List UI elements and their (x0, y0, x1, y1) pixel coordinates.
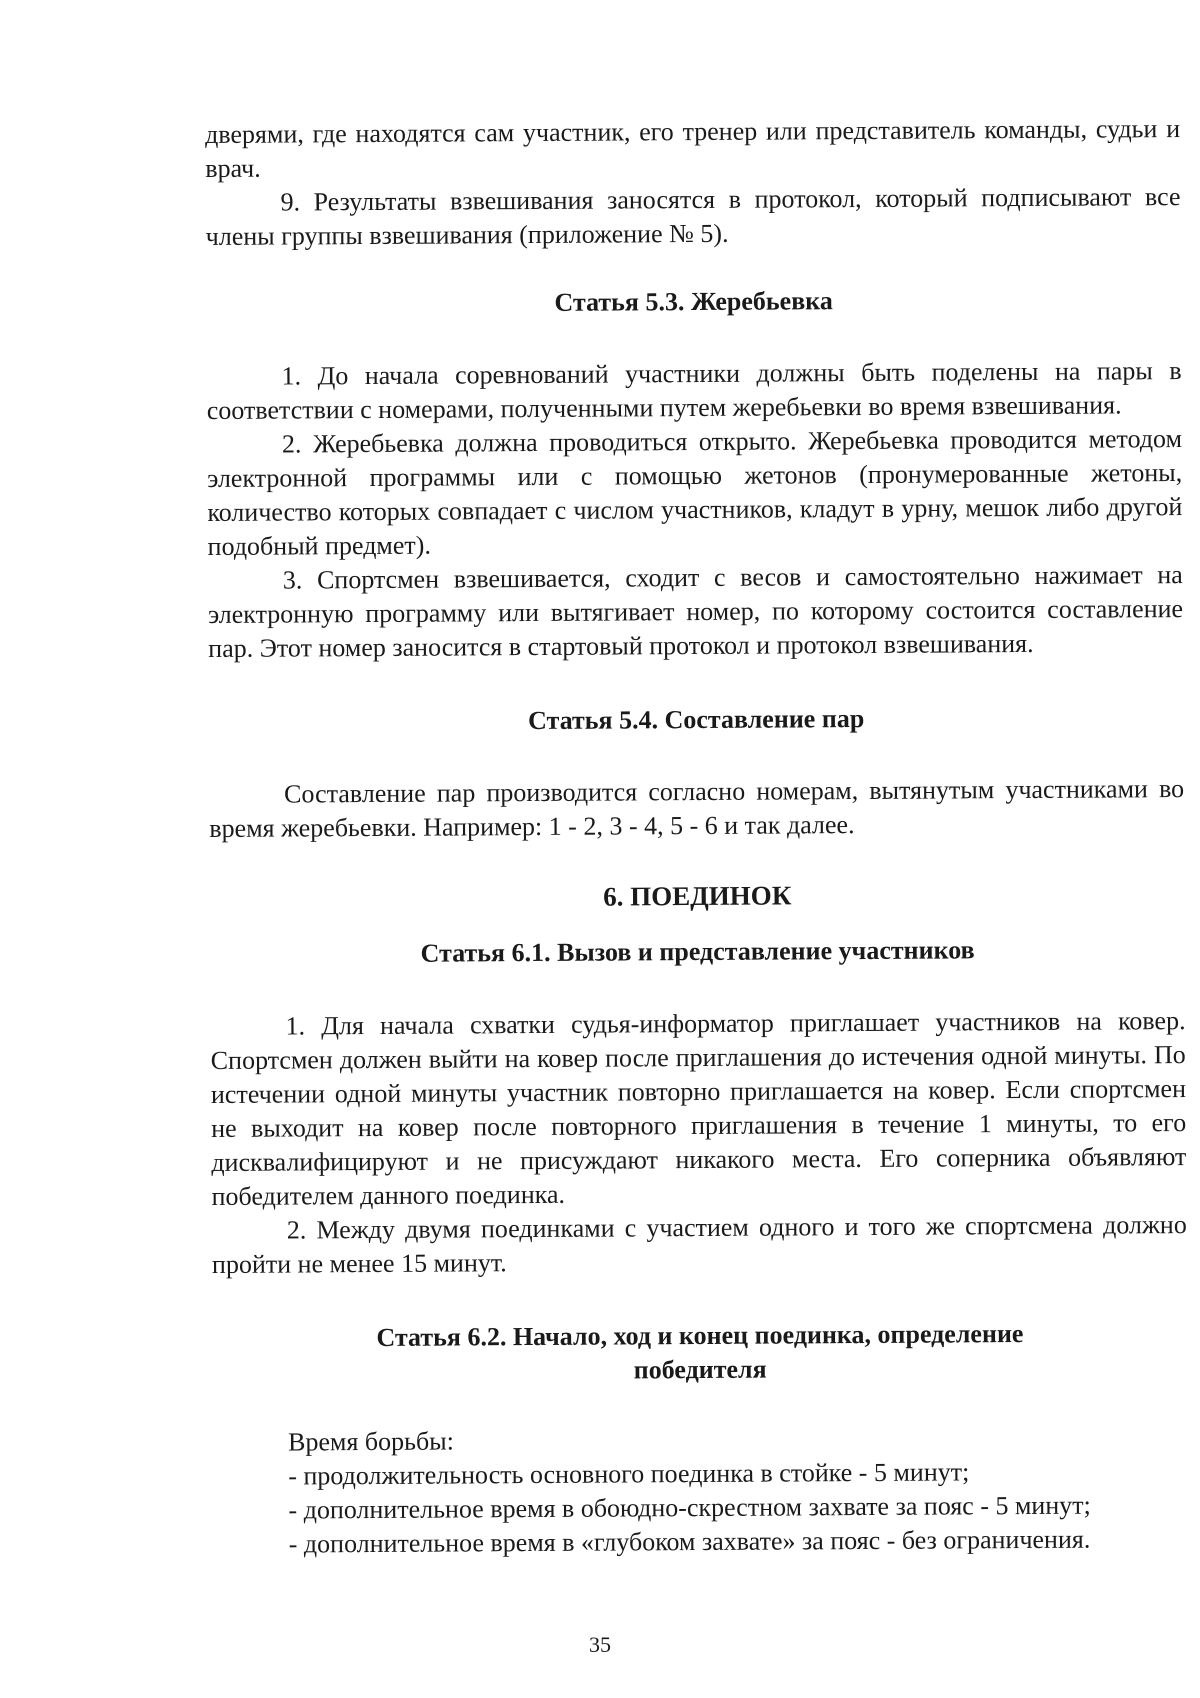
article-5-3-title: Статья 5.3. Жеребьевка (554, 286, 833, 317)
chapter-6-title: 6. ПОЕДИНОК (603, 880, 792, 912)
article-6-2-item-3: - дополнительное время в «глубоком захвате» за пояс - без ограничения. (288, 1524, 1091, 1559)
article-6-2-title-line-2: победителя (633, 1354, 767, 1385)
article-5-4-paragraph-1: Составление пар производится согласно номерам, вытянутым участниками во время жеребьевки. Например: 1 - 2, 3 - 4, 5 - 6 и так далее. (209, 774, 1185, 843)
article-6-2-item-1: - продолжительность основного поединка в стойке - 5 минут; (288, 1457, 970, 1491)
article-6-1-title: Статья 6.1. Вызов и представление участников (420, 935, 975, 968)
page-number: 35 (589, 1632, 611, 1657)
continuation-paragraph: дверями, где находятся сам участник, его тренер или представитель команды, судьи и врач. (205, 114, 1181, 183)
article-5-3-paragraph-3: 3. Спортсмен взвешивается, сходит с весов и самостоятельно нажимает на электронную программу или вытягивает номер, по которому состоится составление пар. Этот номер заносится в стартовый протокол и протокол взвешивания. (207, 560, 1184, 663)
document-page (205, 112, 1189, 1562)
article-5-3-paragraph-1: 1. До начала соревнований участники должны быть поделены на пары в соответствии с номерами, полученными путем жеребьевки во время взвешивания. (206, 356, 1182, 425)
article-6-2-item-2: - дополнительное время в обоюдно-скрестном захвате за пояс - 5 минут; (288, 1490, 1091, 1525)
article-6-2-intro: Время борьбы: (288, 1426, 454, 1457)
article-6-2-title-line-1: Статья 6.2. Начало, ход и конец поединка, определение (376, 1319, 1024, 1352)
article-5-3-paragraph-2: 2. Жеребьевка должна проводиться открыто. Жеребьевка проводится методом электронной программы или с помощью жетонов (пронумерованные жетоны, количество которых совпадает с числом участников, кладут в урну, мешок либо другой подобный предмет). (207, 424, 1183, 561)
article-6-1-paragraph-2: 2. Между двумя поединками с участием одного и того же спортсмена должно пройти не менее 15 минут. (211, 1210, 1187, 1279)
article-6-2-title (212, 1316, 1187, 1390)
article-6-1-paragraph-1: 1. Для начала схватки судья-информатор приглашает участников на ковер. Спортсмен должен выйти на ковер после приглашения до истечения одной минуты. По истечении одной минуты участник повторно приглашается на ковер. Если спортсмен не выходит на ковер после повторного приглашения в течение 1 минуты, то его дисквалифицируют и не присуждают никакого места. Его соперника объявляют победителем данного поединка. (210, 1006, 1187, 1211)
item-9-paragraph: 9. Результаты взвешивания заносятся в протокол, который подписывают все члены группы взвешивания (приложение № 5). (205, 182, 1181, 251)
article-5-4-title: Статья 5.4. Составление пар (528, 703, 865, 736)
